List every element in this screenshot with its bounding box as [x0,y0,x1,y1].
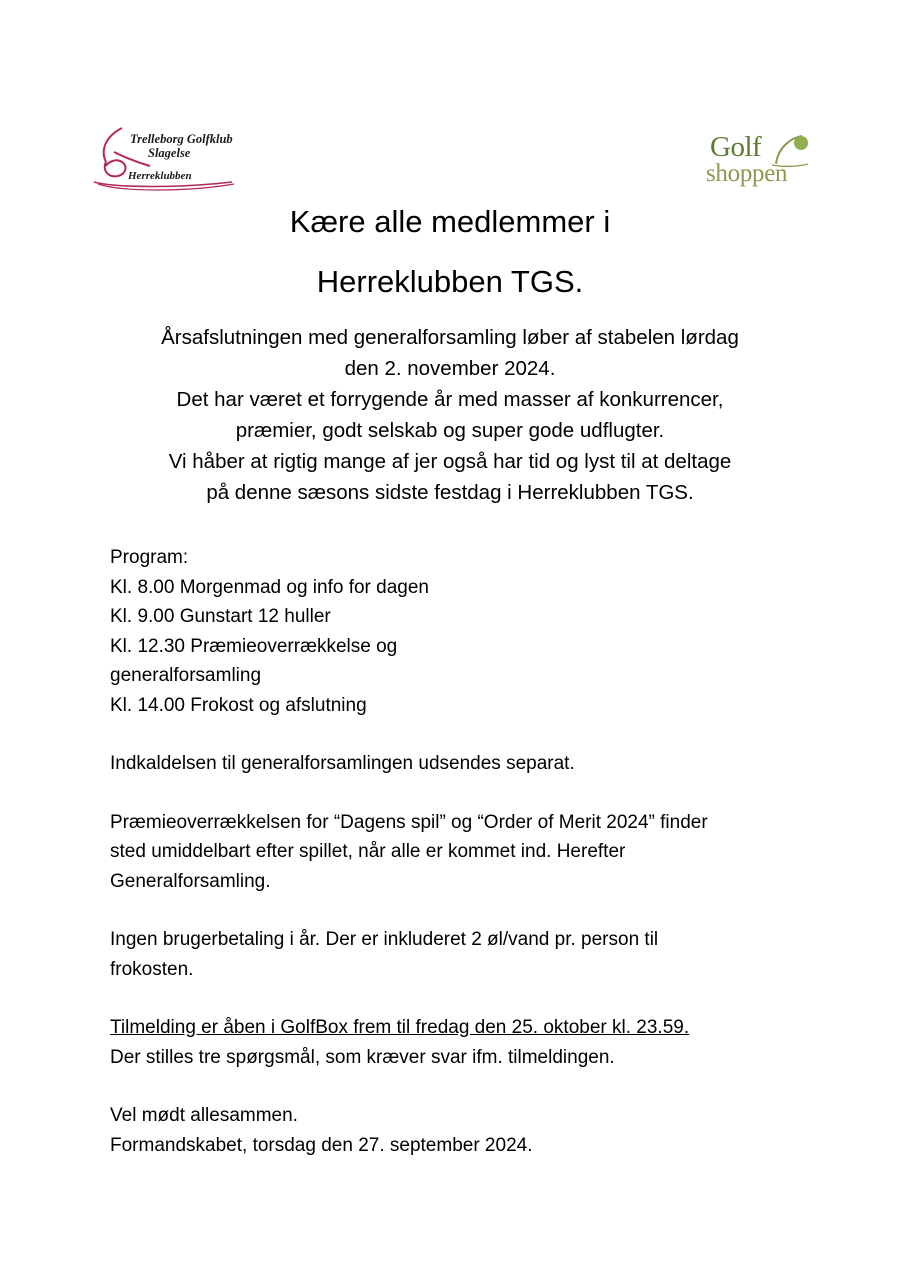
page-title-line1: Kære alle medlemmer i [289,204,611,239]
trelleborg-golfklub-logo [92,122,252,194]
praemie-line: Præmieoverrækkelsen for “Dagens spil” og “Order of Merit 2024” finder [110,811,708,833]
club-sub-label: Herreklubben [128,170,192,182]
club-name-text [130,132,233,160]
intro-line: Årsafslutningen med generalforsamling løber af stabelen lørdag [161,326,739,349]
intro-line: den 2. november 2024. [344,357,556,380]
program-item: Kl. 14.00 Frokost og afslutning [110,694,367,716]
program-label: Program: [110,547,189,568]
betaling-line: Ingen brugerbetaling i år. Der er inkluderet 2 øl/vand pr. person til [110,929,659,950]
program-item: generalforsamling [110,665,262,686]
betaling-line: frokosten. [110,958,194,980]
intro-paragraph [100,322,800,508]
intro-line: på denne sæsons sidste festdag i Herreklubben TGS. [206,481,694,504]
club-name-line2: Slagelse [148,146,191,160]
page-title-line2: Herreklubben TGS. [316,264,584,299]
program-item: Kl. 9.00 Gunstart 12 huller [110,606,331,627]
club-name-line1: Trelleborg Golfklub [130,132,233,146]
closing-line: Formandskabet, torsdag den 27. september 2024. [110,1134,533,1156]
praemie-line: sted umiddelbart efter spillet, når alle er kommet ind. Herefter [110,841,626,862]
closing-line: Vel mødt allesammen. [110,1105,298,1126]
golfshoppen-logo [706,132,816,194]
program-item: Kl. 8.00 Morgenmad og info for dagen [110,576,429,598]
spacer [110,984,800,1013]
golf-ball-tee-icon [768,134,814,168]
tilmelding-note: Der stilles tre spørgsmål, som kræver svar ifm. tilmeldingen. [110,1046,615,1068]
intro-line: præmier, godt selskab og super gode udflugter. [235,419,665,442]
intro-line: Vi håber at rigtig mange af jer også har tid og lyst til at deltage [168,450,732,473]
tilmelding-deadline: Tilmelding er åben i GolfBox frem til fredag den 25. oktober kl. 23.59. [110,1017,690,1038]
praemie-line: Generalforsamling. [110,870,271,892]
document-body [110,543,800,1160]
golfshoppen-word-top: Golf [710,131,762,163]
spacer [110,779,800,808]
spacer [110,1072,800,1101]
spacer [110,896,800,925]
spacer [110,720,800,749]
program-item: Kl. 12.30 Præmieoverrækkelse og [110,635,398,657]
intro-line: Det har været et forrygende år med masser af konkurrencer, [176,388,724,411]
golfshoppen-word-bottom: shoppen [706,160,788,187]
notice-indkaldelse: Indkaldelsen til generalforsamlingen udsendes separat. [110,753,575,774]
